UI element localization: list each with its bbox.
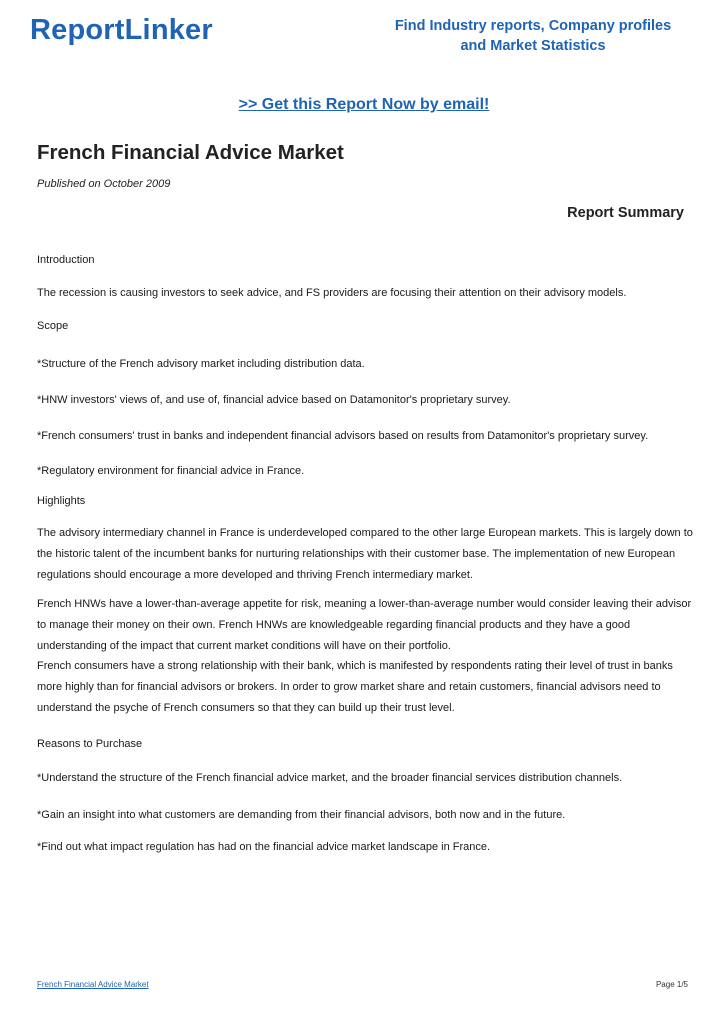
highlight-paragraph: French consumers have a strong relationship with their bank, which is manifested by respondents rating their level of trust in banks more highly than for financial advisors or brokers. In order to grow market share and retain customers, financial advisors need to understand the psyche of French consumers so that they can build up their trust level.	[37, 660, 673, 714]
tagline-line-2: and Market Statistics	[460, 38, 606, 54]
reportlinker-logo[interactable]: ReportLinker	[30, 14, 213, 46]
scope-item: *French consumers' trust in banks and independent financial advisors based on results from Datamonitor's proprietary survey.	[37, 430, 649, 442]
report-summary-heading: Report Summary	[567, 205, 684, 221]
section-heading-scope: Scope	[37, 320, 69, 332]
paragraph: The recession is causing investors to seek advice, and FS providers are focusing their attention on their advisory models.	[37, 287, 627, 299]
tagline-line-1: Find Industry reports, Company profiles	[394, 18, 672, 34]
get-report-link[interactable]: >> Get this Report Now by email!	[238, 96, 490, 113]
scope-item: *Regulatory environment for financial advice in France.	[37, 465, 305, 477]
scope-item: *Structure of the French advisory market including distribution data.	[37, 358, 365, 370]
reason-item: *Gain an insight into what customers are demanding from their financial advisors, both now and in the future.	[37, 809, 566, 821]
section-heading-highlights: Highlights	[37, 495, 86, 507]
reason-item: *Find out what impact regulation has had on the financial advice market landscape in France.	[37, 841, 491, 853]
highlight-paragraph: French HNWs have a lower-than-average appetite for risk, meaning a lower-than-average number would consider leaving their advisor to manage their money on their own. French HNWs are knowledgeable regarding financial products and they have a good understanding of the impact that current market conditions will have on their portfolio.	[37, 598, 692, 652]
report-title: French Financial Advice Market	[37, 141, 344, 164]
footer-report-link[interactable]: French Financial Advice Market	[37, 980, 149, 989]
published-date: Published on October 2009	[37, 178, 171, 190]
scope-item: *HNW investors' views of, and use of, financial advice based on Datamonitor's proprietary survey.	[37, 394, 511, 406]
section-heading-reasons: Reasons to Purchase	[37, 738, 143, 750]
section-heading-introduction: Introduction	[37, 254, 95, 266]
tagline	[368, 16, 698, 56]
reason-item: *Understand the structure of the French financial advice market, and the broader financial services distribution channels.	[37, 772, 623, 784]
page-number: Page 1/5	[655, 980, 688, 989]
highlight-paragraph: The advisory intermediary channel in France is underdeveloped compared to the other large European markets. This is largely down to the historic talent of the incumbent banks for nurturing relationships with their customer base. The implementation of new European regulations should encourage a more developed and thriving French intermediary market.	[37, 527, 693, 581]
